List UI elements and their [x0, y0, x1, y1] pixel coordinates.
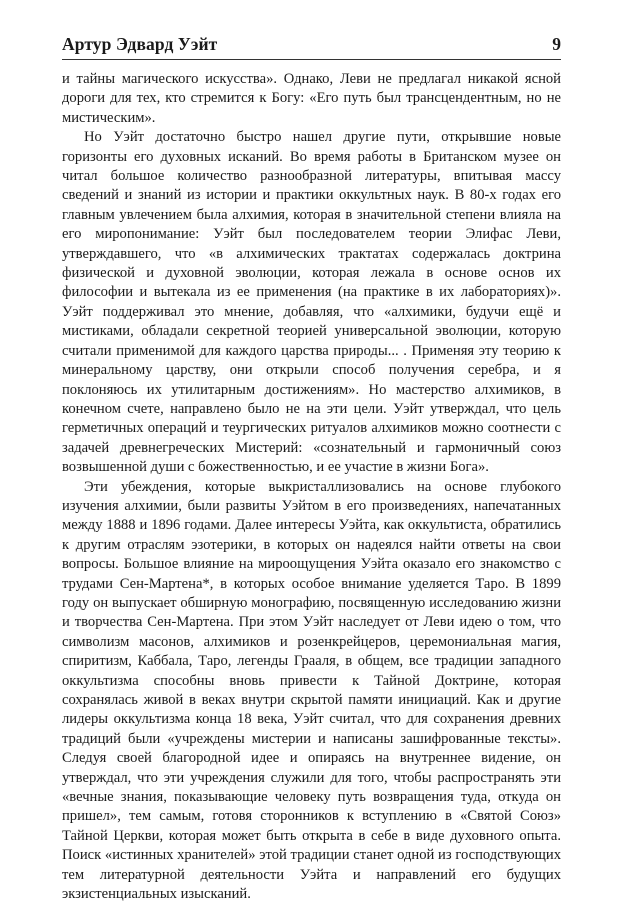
running-title: Артур Эдвард Уэйт — [62, 34, 218, 54]
header-divider — [62, 59, 561, 60]
page-number: 9 — [552, 34, 561, 54]
paragraph: Эти убеждения, которые выкристаллизовались на основе глубокого изучения алхимии, были развиты Уэйтом в его произведениях, напечатанных между 1888 и 1896 годами. Далее интересы Уэйта, как оккультиста, обратились к другим отраслям эзотерики, в которых он надеялся найти ответы на свои вопросы. Большое влияние на мироощущения Уэйта оказало его знакомство с трудами Сен-Мартена*, в которых особое внимание уделяется Таро. В 1899 году он выпускает обширную монографию, посвященную исследованию жизни и творчества Сен-Мартена. При этом Уэйт наследует от Леви идею о том, что символизм масонов, алхимиков и розенкрейцеров, церемониальная магия, спиритизм, Каббала, Таро, легенды Грааля, в общем, все традиции западного оккультизма способны вновь привести к Тайной Доктрине, которая сохранялась живой в веках внутри скрытой памяти инициаций. Как и другие лидеры оккультизма конца 18 века, Уэйт считал, что для сохранения древних традиций были «учреждены мистерии и написаны зашифрованные тексты». Следуя своей благородной идее и опираясь на внутреннее видение, он утверждал, что эти учреждения служили для того, чтобы распространять эти «вечные знания, показывающие человеку путь возвращения туда, откуда он пришел», тем самым, готовя сторонников к вступлению в «Святой Союз» Тайной Церкви, которая может быть открыта в себе в виде духовного опыта. Поиск «истинных хранителей» этой традиции станет одной из господствующих тем литературной деятельности Уэйта и направлений его будущих экзистенциальных изысканий. — [62, 478, 561, 903]
paragraph: и тайны магического искусства». Однако, Леви не предлагал никакой ясной дороги для тех, кто стремится к Богу: «Его путь был трансцендентным, но не мистическим». — [62, 71, 561, 126]
paragraph: Но Уэйт достаточно быстро нашел другие пути, открывшие новые горизонты его духовных исканий. Во время работы в Британском музее он читал большое количество разнообразной литературы, впитывая массу сведений и знаний из истории и практики оккультных наук. В 80-х годах его главным увлечением была алхимия, которая в значительной степени влияла на его миропонимание: Уэйт был последователем теории Элифас Леви, утверждавшего, что «в алхимических трактатах содержалась доктрина физической и духовной эволюции, которая лежала в основе основ их философии и вытекала из ее применения (на практике в их лабораториях)». Уэйт поддерживал это мнение, добавляя, что «алхимики, будучи ещё и мистиками, обладали секретной теорией универсальной эволюции, которую считали применимой для каждого царства природы... . Применяя эту теорию к минеральному царству, они открыли способ получения серебра, и я поклоняюсь их утилитарным достижениям». Но мастерство алхимиков, в конечном счете, направлено было не на эти цели. Уэйт утверждал, что цель герметичных операций и теургических ритуалов алхимиков можно соотнести с задачей древнегреческих Мистерий: «сознательный и гармоничный союз возвышенной души с божественностью, и ее участие в жизни Бога». — [62, 129, 561, 476]
page-header — [62, 34, 561, 60]
body-text — [62, 70, 561, 904]
